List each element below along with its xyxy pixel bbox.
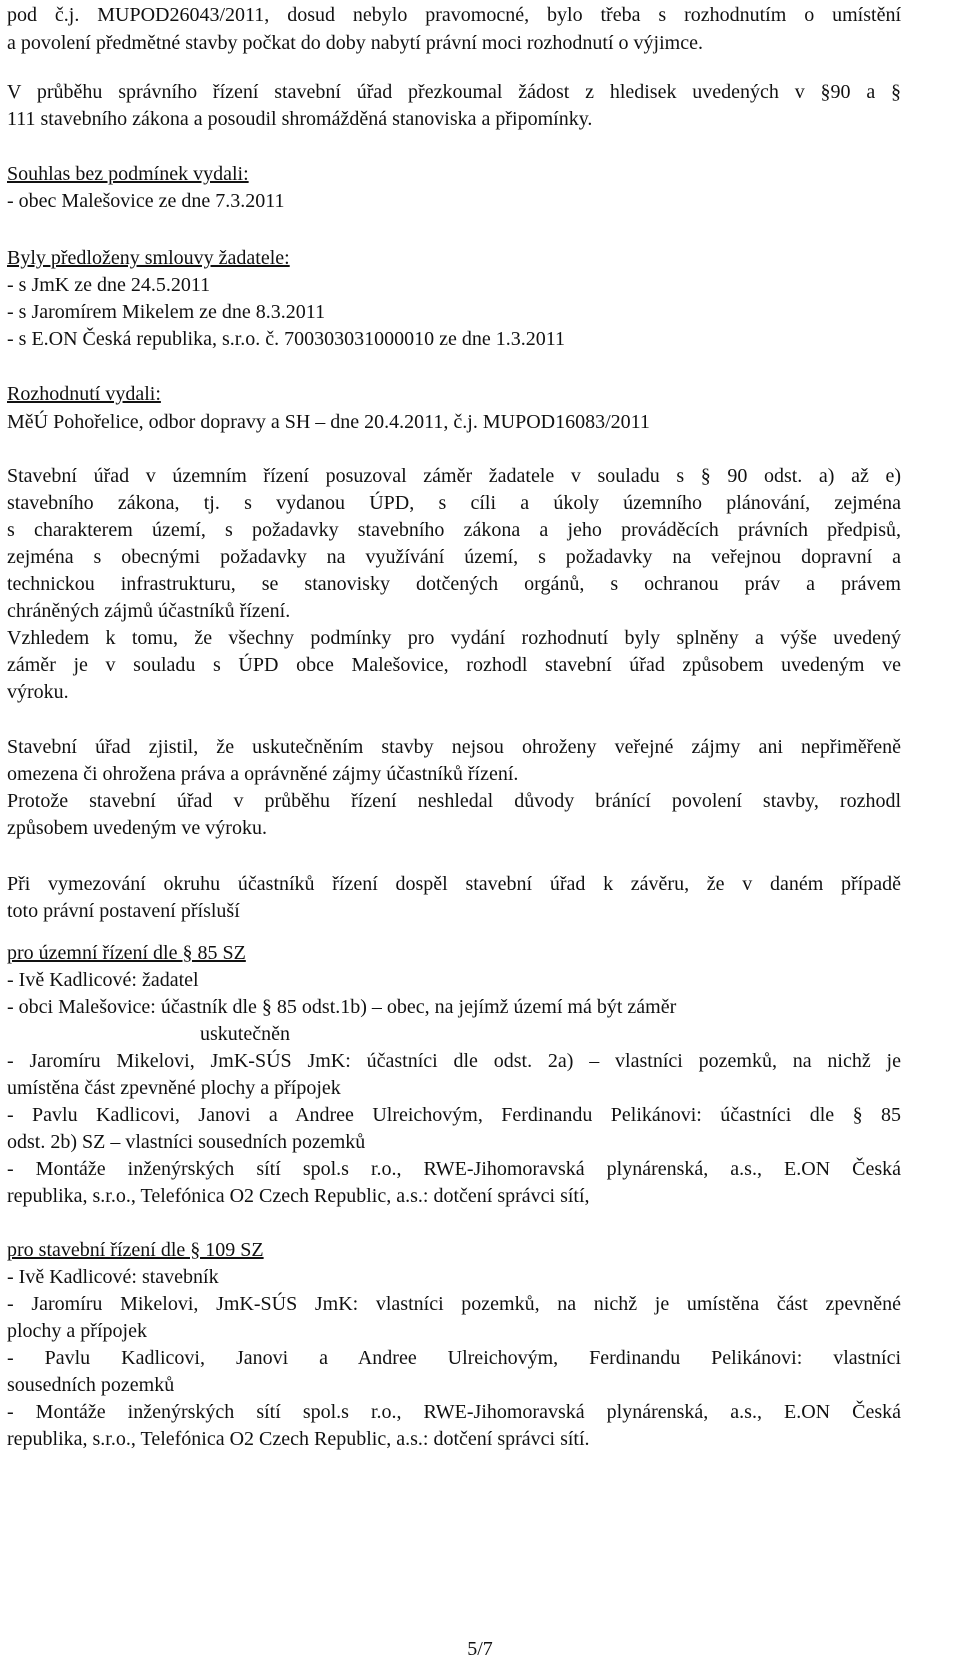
building-item-3-cont: sousedních pozemků (7, 1374, 175, 1396)
intro-line-1: pod č.j. MUPOD26043/2011, dosud nebylo pravomocné, bylo třeba s rozhodnutím o umístění (7, 4, 901, 26)
intro-line-2: a povolení předmětné stavby počkat do doby nabytí právní moci rozhodnutí o výjimce. (7, 32, 703, 54)
zoning-item-1: - Ivě Kadlicové: žadatel (7, 969, 199, 991)
assessment-line-1: Stavební úřad v územním řízení posuzoval záměr žadatele v souladu s § 90 odst. a) až e) (7, 465, 901, 487)
assessment-line-8: záměr je v souladu s ÚPD obce Malešovice, rozhodl stavební úřad způsobem uvedeným ve (7, 654, 901, 676)
assessment-line-7: Vzhledem k tomu, že všechny podmínky pro vydání rozhodnutí byly splněny a výše uvedený (7, 627, 901, 649)
building-item-2: - Jaromíru Mikelovi, JmK-SÚS JmK: vlastníci pozemků, na nichž je umístěna část zpevněné (7, 1293, 901, 1315)
zoning-item-2: - obci Malešovice: účastník dle § 85 odst.1b) – obec, na jejímž území má být záměr (7, 996, 677, 1018)
consent-heading: Souhlas bez podmínek vydali: (7, 163, 249, 185)
assessment-line-2: stavebního zákona, tj. s vydanou ÚPD, s cíli a úkoly územního plánování, zejména (7, 492, 901, 514)
participants-line-1: Při vymezování okruhu účastníků řízení dospěl stavební úřad k závěru, že v daném případě (7, 873, 901, 895)
contracts-heading: Byly předloženy smlouvy žadatele: (7, 247, 290, 269)
findings-line-2: omezena či ohrožena práva a oprávněné zájmy účastníků řízení. (7, 763, 519, 785)
findings-line-3: Protože stavební úřad v průběhu řízení neshledal důvody bránící povolení stavby, rozhodl (7, 790, 901, 812)
zoning-item-2-cont: uskutečněn (200, 1023, 290, 1045)
review-line-1: V průběhu správního řízení stavební úřad přezkoumal žádost z hledisek uvedených v §90 a § (7, 81, 901, 103)
assessment-line-5: technickou infrastrukturu, se stanovisky dotčených orgánů, s ochranou práv a právem (7, 573, 901, 595)
review-line-2: 111 stavebního zákona a posoudil shromážděná stanoviska a připomínky. (7, 108, 593, 130)
assessment-line-3: s charakterem území, s požadavky stavebního zákona a jeho prováděcích právních předpisů, (7, 519, 901, 541)
contracts-item-3: - s E.ON Česká republika, s.r.o. č. 700303031000010 ze dne 1.3.2011 (7, 328, 566, 350)
contracts-item-1: - s JmK ze dne 24.5.2011 (7, 274, 211, 296)
zoning-heading: pro územní řízení dle § 85 SZ (7, 942, 246, 964)
building-item-2-cont: plochy a přípojek (7, 1320, 147, 1342)
zoning-item-4: - Pavlu Kadlicovi, Janovi a Andree Ulreichovým, Ferdinandu Pelikánovi: účastníci dle § 85 (7, 1104, 901, 1126)
building-item-3: - Pavlu Kadlicovi, Janovi a Andree Ulreichovým, Ferdinandu Pelikánovi: vlastníci (7, 1347, 901, 1369)
zoning-item-5-cont: republika, s.r.o., Telefónica O2 Czech Republic, a.s.: dotčení správci sítí, (7, 1185, 590, 1207)
zoning-item-3: - Jaromíru Mikelovi, JmK-SÚS JmK: účastníci dle odst. 2a) – vlastníci pozemků, na nichž je (7, 1050, 901, 1072)
decision-item: MěÚ Pohořelice, odbor dopravy a SH – dne 20.4.2011, č.j. MUPOD16083/2011 (7, 411, 650, 433)
assessment-line-9: výroku. (7, 681, 69, 703)
participants-line-2: toto právní postavení přísluší (7, 900, 240, 922)
zoning-item-4-cont: odst. 2b) SZ – vlastníci sousedních pozemků (7, 1131, 366, 1153)
contracts-item-2: - s Jaromírem Mikelem ze dne 8.3.2011 (7, 301, 326, 323)
building-item-4: - Montáže inženýrských sítí spol.s r.o., RWE-Jihomoravská plynárenská, a.s., E.ON Česká (7, 1401, 901, 1423)
assessment-line-6: chráněných zájmů účastníků řízení. (7, 600, 291, 622)
building-item-1: - Ivě Kadlicové: stavebník (7, 1266, 219, 1288)
consent-item: - obec Malešovice ze dne 7.3.2011 (7, 190, 285, 212)
decision-heading: Rozhodnutí vydali: (7, 383, 161, 405)
zoning-item-5: - Montáže inženýrských sítí spol.s r.o., RWE-Jihomoravská plynárenská, a.s., E.ON Česká (7, 1158, 901, 1180)
findings-line-1: Stavební úřad zjistil, že uskutečněním stavby nejsou ohroženy veřejné zájmy ani nepřiměřeně (7, 736, 901, 758)
assessment-line-4: zejména s obecnými požadavky na využívání území, s požadavky na veřejnou dopravní a (7, 546, 901, 568)
building-item-4-cont: republika, s.r.o., Telefónica O2 Czech Republic, a.s.: dotčení správci sítí. (7, 1428, 590, 1450)
findings-line-4: způsobem uvedeným ve výroku. (7, 817, 267, 839)
zoning-item-3-cont: umístěna část zpevněné plochy a přípojek (7, 1077, 341, 1099)
page-number: 5/7 (467, 1638, 493, 1660)
building-heading: pro stavební řízení dle § 109 SZ (7, 1239, 264, 1261)
